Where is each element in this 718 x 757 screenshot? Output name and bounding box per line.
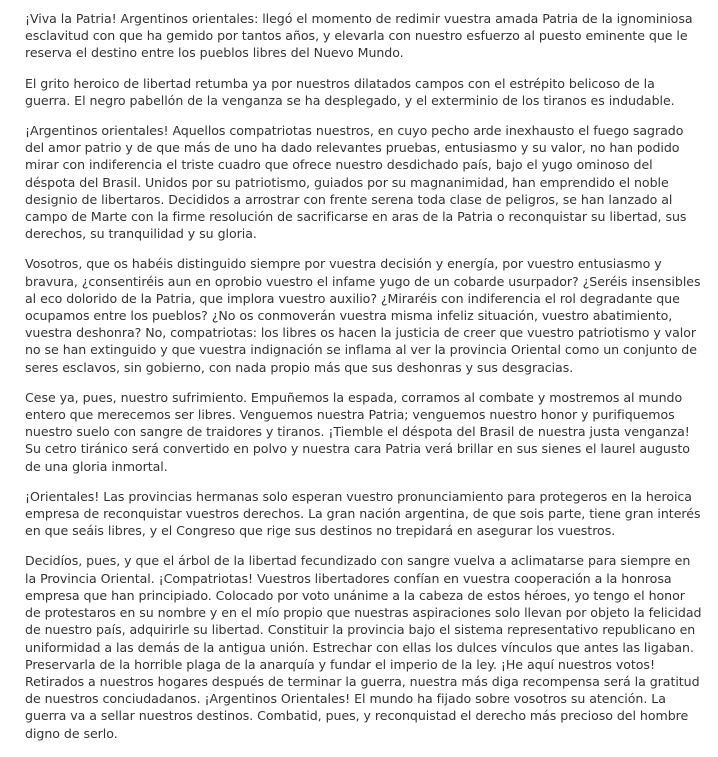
paragraph-2: El grito heroico de libertad retumba ya por nuestros dilatados campos con el estrépito belicoso de la guerra. El negro pabellón de la venganza se ha desplegado, y el exterminio de los tiranos es indudable. (25, 75, 675, 108)
paragraph-7: Decidíos, pues, y que el árbol de la libertad fecundizado con sangre vuelva a aclimatarse para siempre en la Provincia Oriental. ¡Compatriotas! Vuestros libertadores confían en vuestra cooperación a la honrosa empresa que han principiado. Colocado por voto unánime a la cabeza de estos héroes, yo tengo el honor de protestaros en su nombre y en el mío propio que nuestras aspiraciones solo llevan por objeto la felicidad de nuestro país, adquirirle su libertad. Constituir la provincia bajo el sistema representativo republicano en uniformidad a las demás de la antigua unión. Estrechar con ellas los dulces vínculos que antes las ligaban. Preservarla de la horrible plaga de la anarquía y fundar el imperio de la ley. ¡He aquí nuestros votos! Retirados a nuestros hogares después de terminar la guerra, nuestra más diga recompensa será la gratitud de nuestros conciudadanos. ¡Argentinos Orientales! El mundo ha fijado sobre vosotros su atención. La guerra va a sellar nuestros destinos. Combatid, pues, y reconquistad el derecho más precioso del hombre digno de serlo. (25, 553, 702, 741)
paragraph-1: ¡Viva la Patria! Argentinos orientales: llegó el momento de redimir vuestra amada Patria de la ignominiosa esclavitud con que ha gemido por tantos años, y elevarla con nuestro esfuerzo al puesto eminente que le reserva el destino entre los pueblos libres del Nuevo Mundo. (25, 11, 693, 61)
paragraph-3: ¡Argentinos orientales! Aquellos compatriotas nuestros, en cuyo pecho arde inexhausto el fuego sagrado del amor patrio y de que más de uno ha dado relevantes pruebas, entusiasmo y su valor, no han podido mirar con indiferencia el triste cuadro que ofrece nuestro desdichado país, bajo el yugo ominoso del déspota del Brasil. Unidos por su patriotismo, guiados por su magnanimidad, han emprendido el noble designio de libertaros. Decididos a arrostrar con frente serena toda clase de peligros, se han lanzado al campo de Marte con la firme resolución de sacrificarse en aras de la Patria o reconquistar su libertad, sus derechos, su tranquilidad y su gloria. (25, 123, 687, 242)
paragraph-4: Vosotros, que os habéis distinguido siempre por vuestra decisión y energía, por vuestro entusiasmo y bravura, ¿consentiréis aun en oprobio vuestro el infame yugo de un cobarde usurpador? ¿Seréis insensibles al eco dolorido de la Patria, que implora vuestro auxilio? ¿Miraréis con indiferencia el rol degradante que ocupamos entre los pueblos? ¿No os conmoverán vuestra misma infeliz situación, vuestro abatimiento, vuestra deshonra? No, compatriotas: los libres os hacen la justicia de creer que vuestro patriotismo y valor no se han extinguido y que vuestra indignación se inflama al ver la provincia Oriental como un conjunto de seres esclavos, sin gobierno, con nada propio más que sus deshonras y sus desgracias. (25, 256, 701, 375)
paragraph-6: ¡Orientales! Las provincias hermanas solo esperan vuestro pronunciamiento para protegeros en la heroica empresa de reconquistar vuestros derechos. La gran nación argentina, de que sois parte, tiene gran interés en que seáis libres, y el Congreso que rige sus destinos no trepidará en asegurar los vuestros. (25, 488, 701, 539)
paragraph-5: Cese ya, pues, nuestro sufrimiento. Empuñemos la espada, corramos al combate y mostremos al mundo entero que merecemos ser libres. Venguemos nuestra Patria; venguemos nuestro honor y purifiquemos nuestro suelo con sangre de traidores y tiranos. ¡Tiemble el déspota del Brasil de nuestra justa venganza! Su cetro tiránico será convertido en polvo y nuestra cara Patria verá brillar en sus sienes el laurel augusto de una gloria inmortal. (25, 389, 690, 474)
